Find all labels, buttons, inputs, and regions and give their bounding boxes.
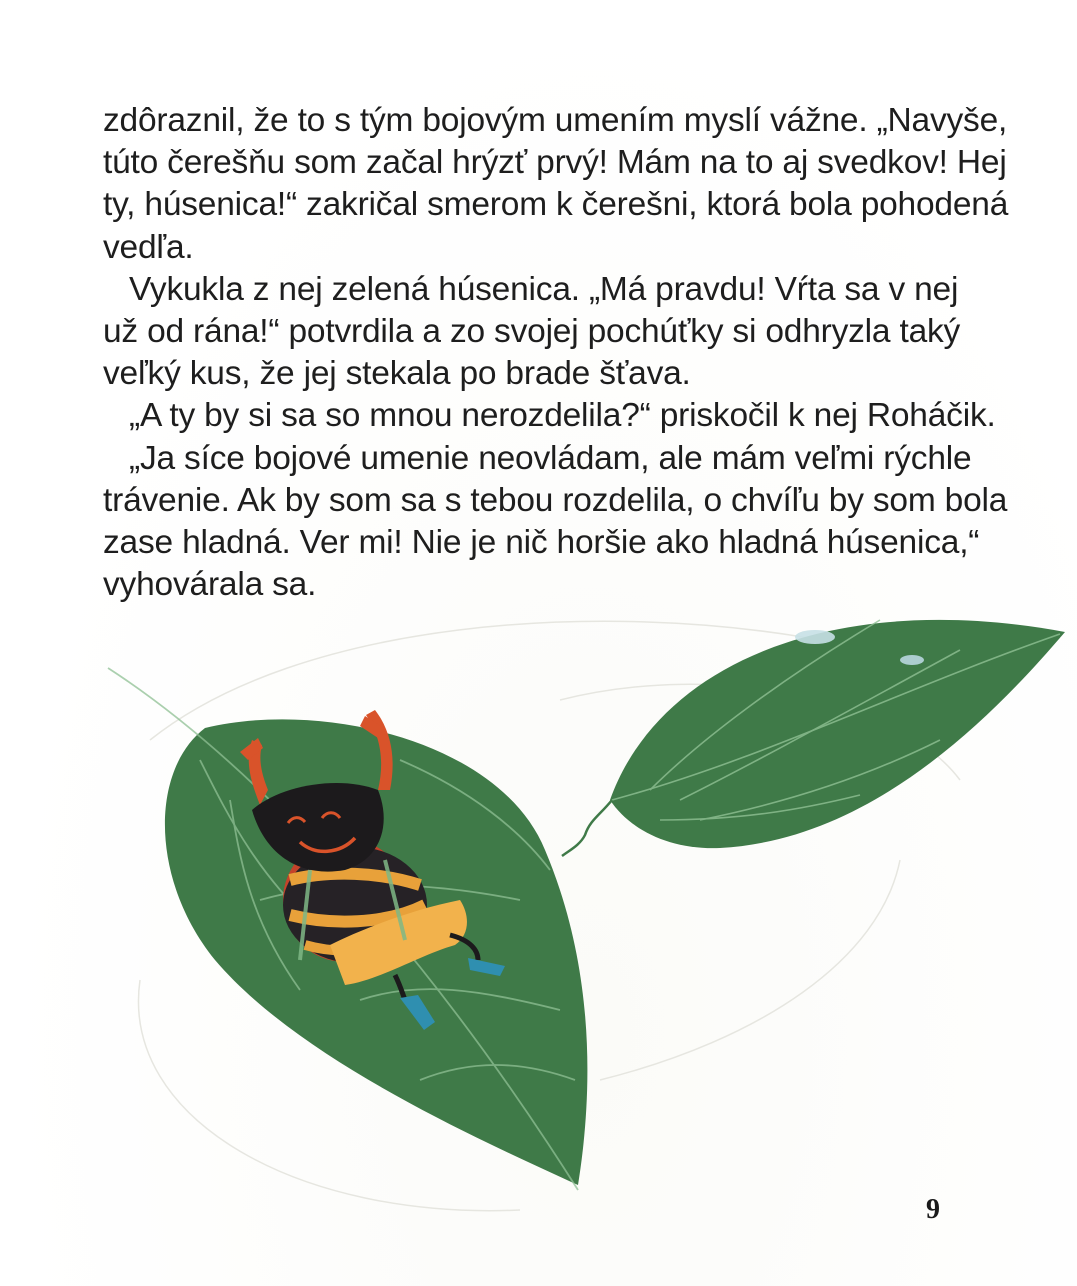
right-leaf (562, 620, 1065, 856)
water-drop (900, 655, 924, 665)
story-text (103, 100, 1009, 606)
text-line: zdôraznil, že to s tým bojovým umením myslí vážne. „Navyše, (103, 102, 1008, 139)
paragraph-2 (103, 269, 961, 396)
paragraph-3 (103, 395, 996, 437)
text-line: vyhovárala sa. (103, 566, 317, 604)
text-line: už od rána!“ potvrdila a zo svojej pochúťky si odhryzla taký (103, 313, 961, 351)
water-drop (795, 630, 835, 644)
text-line: veľký kus, že jej stekala po brade šťava. (103, 355, 691, 393)
text-line: „A ty by si sa so mnou nerozdelila?“ priskočil k nej Roháčik. (129, 397, 996, 435)
text-line: ty, húsenica!“ zakričal smerom k čerešni, ktorá bola pohodená (103, 186, 1009, 224)
page-number: 9 (926, 1194, 940, 1225)
right-leaf-shape (610, 620, 1065, 848)
text-line: trávenie. Ak by som sa s tebou rozdelila, o chvíľu by som bola (103, 481, 1008, 519)
text-line: túto čerešňu som začal hrýzť prvý! Mám na to aj svedkov! Hej (103, 144, 1007, 182)
beetle-on-leaf-illustration (0, 560, 1077, 1286)
text-line: vedľa. (103, 228, 194, 266)
text-line: „Ja síce bojové umenie neovládam, ale mám veľmi rýchle (129, 439, 972, 477)
text-line: zase hladná. Ver mi! Nie je nič horšie ako hladná húsenica,“ (103, 524, 980, 562)
paragraph-1 (103, 100, 1009, 269)
text-line: Vykukla z nej zelená húsenica. „Má pravdu! Vŕta sa v nej (129, 270, 959, 308)
leaf-stem (562, 800, 612, 856)
